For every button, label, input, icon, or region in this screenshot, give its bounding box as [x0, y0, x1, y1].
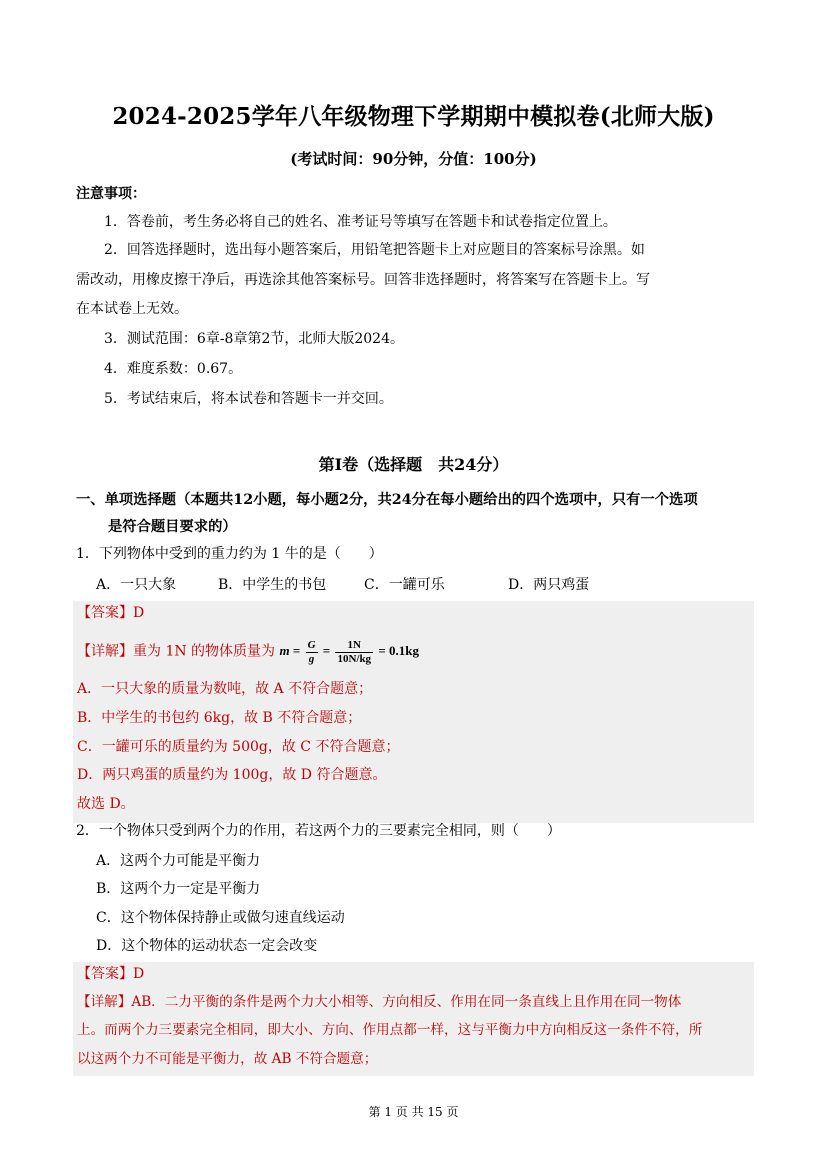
formula-num-1: G: [307, 639, 316, 651]
formula-den-1: g: [308, 653, 315, 665]
part-heading: [76, 487, 756, 541]
question-1-explanation-c: C．一罐可乐的质量约为 500g，故 C 不符合题意；: [77, 739, 400, 755]
question-2-detail-line-2: 上。而两个力三要素完全相同，即大小、方向、作用点都一样，这与平衡力中方向相反这一条件不符，所: [77, 1022, 703, 1038]
notice-item-2-line-1: 2．回答选择题时，选出每小题答案后，用铅笔把答题卡上对应题目的答案标号涂黑。如: [104, 242, 645, 258]
question-2-option-c: C．这个物体保持静止或做匀速直线运动: [96, 910, 345, 926]
notice-item-4: 4．难度系数：0.67。: [104, 361, 243, 377]
question-2-detail-line-1: [77, 992, 681, 1012]
question-1-stem: 1．下列物体中受到的重力约为 1 牛的是（ ）: [76, 546, 383, 562]
question-1-detail-label: 【详解】: [77, 643, 133, 660]
question-2-answer: 【答案】D: [77, 966, 145, 982]
question-1-option-d: D．两只鸡蛋: [508, 577, 590, 593]
notice-item-2-line-2: 需改动，用橡皮擦干净后，再选涂其他答案标号。回答非选择题时，将答案写在答题卡上。写: [76, 272, 650, 288]
question-1-detail: [77, 639, 419, 666]
notice-item-1: 1．答卷前，考生务必将自己的姓名、准考证号等填写在答题卡和试卷指定位置上。: [104, 214, 617, 230]
formula-result: = 0.1kg: [378, 643, 419, 659]
question-1-explanation-a: A．一只大象的质量为数吨，故 A 不符合题意；: [77, 681, 373, 697]
question-1-answer-box: [73, 601, 754, 823]
part-heading-line-1: 一、单项选择题（本题共12小题，每小题2分，共24分在每小题给出的四个选项中，只有一个选项: [76, 492, 698, 508]
question-1-option-b: B．中学生的书包: [218, 577, 327, 593]
question-2-detail-label: 【详解】: [77, 994, 132, 1010]
notice-heading: 注意事项：: [76, 186, 146, 202]
question-1-option-c: C．一罐可乐: [364, 577, 445, 593]
question-2-detail-text-1: AB．二力平衡的条件是两个力大小相等、方向相反、作用在同一条直线上且作用在同一物体: [131, 994, 682, 1010]
question-1-answer: 【答案】D: [77, 605, 145, 621]
question-2-answer-box: [73, 962, 754, 1076]
question-1-conclusion: 故选 D。: [77, 796, 135, 812]
question-2-detail-line-3: 以这两个力不可能是平衡力，故 AB 不符合题意；: [77, 1051, 378, 1067]
part-heading-line-2: 是符合题目要求的）: [108, 519, 237, 535]
notice-item-3: 3．测试范围：6章-8章第2节，北师大版2024。: [104, 331, 404, 347]
formula-den-2: 10N/kg: [337, 653, 372, 665]
question-1-option-a: A．一只大象: [96, 577, 177, 593]
document-title: 2024-2025学年八年级物理下学期期中模拟卷(北师大版): [112, 103, 715, 130]
mass-formula: m = $\frac{G}{g}$ = $\frac{1N}{10N/kg}$ = 0.1kg: [279, 639, 419, 665]
formula-fraction-1: [306, 639, 318, 666]
question-2-option-d: D．这个物体的运动状态一定会改变: [96, 938, 318, 954]
notice-item-2-line-3: 在本试卷上无效。: [76, 301, 188, 317]
section-title: 第Ⅰ卷（选择题 共24分）: [318, 455, 509, 474]
page-footer: 第 1 页 共 15 页: [368, 1105, 459, 1119]
question-1-explanation-b: B．中学生的书包约 6kg，故 B 不符合题意；: [77, 710, 362, 726]
question-2-stem: 2．一个物体只受到两个力的作用，若这两个力的三要素完全相同，则（ ）: [76, 823, 561, 839]
question-2-option-b: B．这两个力一定是平衡力: [96, 881, 261, 897]
formula-fraction-2: [335, 639, 373, 666]
formula-num-2: 1N: [335, 639, 373, 653]
notice-item-5: 5．考试结束后，将本试卷和答题卡一并交回。: [104, 391, 393, 407]
question-1-explanation-d: D．两只鸡蛋的质量约为 100g，故 D 符合题意。: [77, 767, 387, 783]
exam-info: (考试时间：90分钟，分值：100分): [290, 150, 537, 168]
formula-lhs: m: [279, 643, 290, 659]
question-2-option-a: A．这两个力可能是平衡力: [96, 853, 261, 869]
question-1-detail-text: 重为 1N 的物体质量为: [133, 643, 276, 660]
